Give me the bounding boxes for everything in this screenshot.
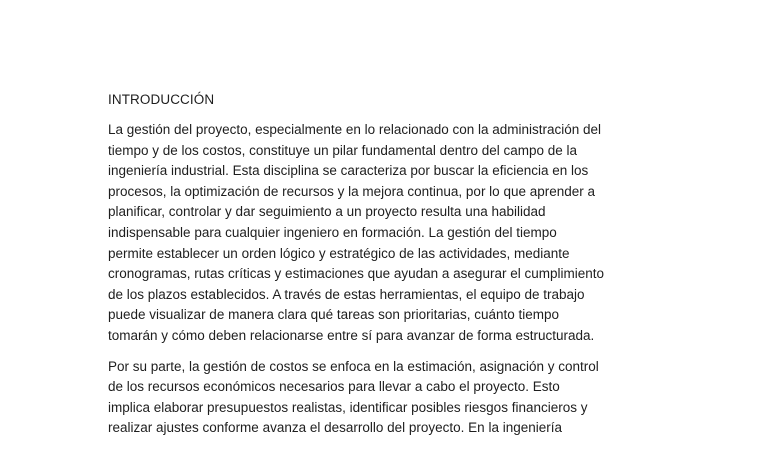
paragraph-1 xyxy=(108,120,678,347)
text-line: de los plazos establecidos. A través de estas herramientas, el equipo de trabajo xyxy=(108,286,585,302)
text-line: procesos, la optimización de recursos y la mejora continua, por lo que aprender a xyxy=(108,183,596,199)
text-line: La gestión del proyecto, especialmente en lo relacionado con la administración del xyxy=(108,122,602,137)
paragraph-2 xyxy=(108,357,678,439)
text-line: permite establecer un orden lógico y estratégico de las actividades, mediante xyxy=(108,245,570,261)
text-line: puede visualizar de manera clara qué tareas son prioritarias, cuánto tiempo xyxy=(108,307,559,323)
text-line: indispensable para cualquier ingeniero en formación. La gestión del tiempo xyxy=(108,224,557,240)
text-line: ingeniería industrial. Esta disciplina se caracteriza por buscar la eficiencia en los xyxy=(108,163,589,179)
text-line: implica elaborar presupuestos realistas, identificar posibles riesgos financieros y xyxy=(108,399,588,415)
section-heading: INTRODUCCIÓN xyxy=(108,92,215,107)
text-line: realizar ajustes conforme avanza el desarrollo del proyecto. En la ingeniería xyxy=(108,420,562,436)
text-line: Por su parte, la gestión de costos se enfoca en la estimación, asignación y control xyxy=(108,358,599,374)
document-body xyxy=(108,90,678,449)
text-line: tiempo y de los costos, constituye un pilar fundamental dentro del campo de la xyxy=(108,142,578,158)
text-line: tomarán y cómo deben relacionarse entre sí para avanzar de forma estructurada. xyxy=(108,327,595,343)
text-line: cronogramas, rutas críticas y estimaciones que ayudan a asegurar el cumplimiento xyxy=(108,266,604,282)
text-line: de los recursos económicos necesarios para llevar a cabo el proyecto. Esto xyxy=(108,379,560,395)
text-line: planificar, controlar y dar seguimiento a un proyecto resulta una habilidad xyxy=(108,204,546,220)
